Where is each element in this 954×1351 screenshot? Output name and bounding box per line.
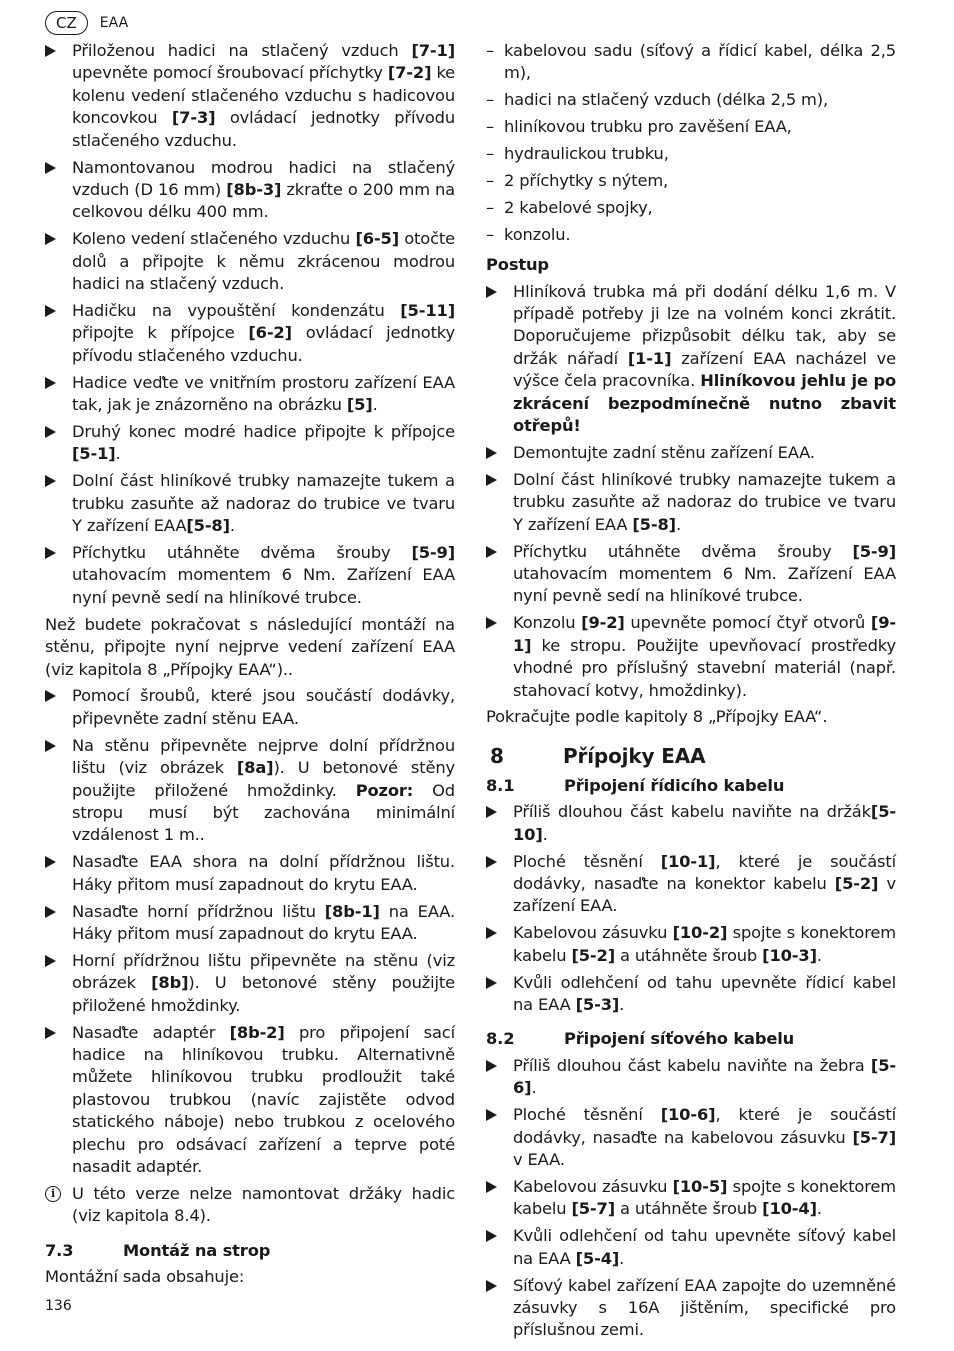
text-segment: Ploché těsnění: [513, 1105, 661, 1125]
bold-ref: [5-6]: [513, 1055, 896, 1098]
text-segment: Nasaďte EAA shora na dolní přídržnou lištu. Háky přitom musí zapadnout do krytu EAA.: [72, 852, 455, 894]
bullet-item: [486, 851, 896, 918]
bold-ref: [6-2]: [248, 323, 292, 343]
bullet-item: [45, 421, 455, 466]
bullet-text: [513, 1225, 896, 1270]
text-segment: Dolní část hliníkové trubky namazejte tukem a trubku zasuňte až nadoraz do trubice ve tvaru Y zařízení EAA: [72, 471, 455, 536]
bullet-text: [72, 542, 455, 609]
bullet-text: [72, 40, 455, 152]
text-segment: Nasaďte adaptér: [72, 1022, 230, 1042]
text-segment: Kvůli odlehčení od tahu upevněte síťový kabel na EAA: [513, 1226, 896, 1268]
section-heading-7-3: [45, 1240, 455, 1262]
dash-mark: –: [486, 197, 494, 217]
bold-ref: [10-2]: [672, 923, 728, 943]
header-title: EAA: [99, 15, 129, 31]
bold-ref: [5-10]: [513, 802, 896, 844]
paragraph: Pokračujte podle kapitoly 8 „Přípojky EAA“.: [486, 707, 828, 727]
dash-item: [486, 116, 896, 138]
bullet-triangle-icon: [45, 372, 72, 417]
bullet-item: [486, 1055, 896, 1100]
bold-ref: [7-3]: [171, 108, 216, 128]
bullet-text: [72, 685, 455, 730]
dash-mark: –: [486, 171, 494, 191]
bold-ref: [1-1]: [627, 348, 672, 368]
bold-ref: Pozor:: [355, 780, 414, 800]
text-segment: .: [372, 395, 378, 415]
text-segment: utahovacím momentem 6 Nm. Zařízení EAA nyní pevně sedí na hliníkové trubce.: [513, 564, 896, 606]
bullet-triangle-icon: [45, 685, 72, 730]
bullet-triangle-icon: [486, 1104, 513, 1171]
bullet-item: [45, 228, 455, 295]
bullet-list: [486, 281, 896, 702]
bold-ref: [5]: [346, 395, 373, 415]
bullet-triangle-icon: [45, 851, 72, 896]
dash-mark: –: [486, 41, 494, 60]
dash-item: [486, 197, 896, 219]
bullet-triangle-icon: [486, 541, 513, 608]
procedure-label: Postup: [486, 255, 549, 275]
bold-ref: [5-7]: [571, 1199, 615, 1219]
text-segment: zkraťte o 200 mm na celkovou délku 400 mm.: [72, 179, 456, 222]
bullet-item: [486, 1104, 896, 1171]
section-title: Připojení síťového kabelu: [564, 1029, 795, 1049]
bullet-item: [486, 1275, 896, 1342]
bold-ref: [8b]: [151, 973, 189, 993]
bullet-triangle-icon: [486, 1055, 513, 1100]
info-text: U této verze nelze namontovat držáky hadic (viz kapitola 8.4).: [72, 1184, 455, 1226]
bullet-text: [72, 735, 455, 847]
bullet-triangle-icon: [45, 40, 72, 152]
bullet-item: [486, 281, 896, 438]
section-number: 7.3: [45, 1240, 74, 1260]
bullet-item: [486, 1225, 896, 1270]
text-segment: ovládací jednotky přívodu stlačeného vzduchu.: [72, 108, 455, 150]
bold-ref: [5-8]: [186, 516, 230, 536]
text-segment: Kabelovou zásuvku: [513, 1176, 673, 1196]
bullet-triangle-icon: [45, 1022, 72, 1179]
bold-ref: [10-1]: [660, 851, 716, 871]
bullet-text: [72, 1022, 455, 1179]
text-segment: Konzolu: [513, 613, 582, 633]
bullet-item: [45, 1022, 455, 1179]
text-segment: upevněte pomocí šroubovací příchytky: [72, 63, 388, 83]
text-segment: Kvůli odlehčení od tahu upevněte řídicí kabel na EAA: [513, 972, 896, 1015]
dash-text: hydraulickou trubku,: [504, 144, 669, 164]
bold-ref: [5-1]: [72, 444, 116, 464]
text-segment: spojte s konektorem kabelu: [513, 1176, 897, 1219]
bold-ref: [6-5]: [355, 229, 399, 249]
bullet-text: [72, 421, 455, 466]
bullet-item: [45, 901, 455, 946]
bullet-text: [513, 442, 896, 464]
text-segment: .: [619, 995, 625, 1015]
dash-mark: –: [486, 144, 494, 164]
text-segment: Příchytku utáhněte dvěma šrouby: [513, 541, 853, 561]
text-segment: ke stropu. Použijte upevňovací prostředky vhodné pro příslušný stavební materiál (např. stahovací kotvy, hmoždinky).: [513, 635, 896, 700]
text-segment: zařízení EAA nacházel ve výšce čela pracovníka.: [513, 348, 896, 391]
bullet-item: [486, 469, 896, 536]
text-segment: .: [816, 1199, 822, 1219]
bullet-triangle-icon: [45, 542, 72, 609]
bullet-triangle-icon: [486, 1176, 513, 1221]
bullet-text: [513, 612, 896, 702]
text-segment: Namontovanou modrou hadici na stlačený vzduch (D 16 mm): [72, 157, 455, 199]
bullet-item: [45, 40, 455, 152]
bullet-item: [486, 972, 896, 1017]
bullet-text: [72, 851, 455, 896]
text-segment: otočte dolů a připojte k němu zkrácenou modrou hadici na stlačený vzduch.: [72, 229, 455, 294]
bullet-text: [72, 372, 455, 417]
text-segment: , které je součástí dodávky, nasaďte na konektor kabelu: [513, 851, 896, 893]
text-segment: .: [115, 444, 121, 464]
text-segment: Horní přídržnou lištu připevněte na stěnu (viz obrázek: [72, 950, 455, 993]
bold-ref: [5-3]: [575, 995, 620, 1015]
bold-ref: [5-7]: [852, 1127, 896, 1147]
bold-ref: [5-9]: [852, 541, 896, 561]
bullet-triangle-icon: [45, 901, 72, 946]
text-segment: , které je součástí dodávky, nasaďte na kabelovou zásuvku: [513, 1105, 896, 1147]
bullet-item: [45, 470, 455, 537]
bullet-triangle-icon: [45, 300, 72, 367]
text-segment: připojte k přípojce: [72, 323, 249, 343]
section-number: 8.1: [486, 775, 515, 795]
bullet-text: [72, 470, 455, 537]
text-segment: Hadice veďte ve vnitřním prostoru zařízení EAA tak, jak je znázorněno na obrázku: [72, 372, 455, 415]
bullet-item: [486, 801, 896, 846]
bullet-text: [72, 901, 455, 946]
text-segment: .: [816, 945, 822, 965]
bold-ref: [8b-2]: [229, 1022, 285, 1042]
text-segment: Příliš dlouhou část kabelu naviňte na držák: [513, 802, 871, 822]
text-segment: Hadičku na vypouštění kondenzátu: [72, 300, 401, 320]
bullet-item: [45, 372, 455, 417]
text-segment: ke kolenu vedení stlačeného vzduchu s hadicovou koncovkou: [72, 63, 456, 128]
bullet-triangle-icon: [45, 735, 72, 847]
bullet-text: [72, 950, 455, 1017]
bullet-item: [45, 851, 455, 896]
bullet-text: [513, 972, 896, 1017]
bold-ref: Hliníkovou jehlu je po zkrácení bezpodmínečně nutno zbavit otřepů!: [513, 371, 896, 436]
text-segment: Pomocí šroubů, které jsou součástí dodávky, připevněte zadní stěnu EAA.: [72, 686, 455, 728]
text-segment: .: [675, 514, 681, 534]
bullet-text: [72, 228, 455, 295]
bullet-item: [486, 442, 896, 464]
bold-ref: [8b-3]: [226, 179, 282, 199]
bold-ref: [8a]: [236, 758, 274, 778]
text-segment: ). U betonové stěny použijte přiložené hmoždinky.: [72, 973, 455, 1015]
text-segment: Síťový kabel zařízení EAA zapojte do uzemněné zásuvky s 16A jištěním, specifické pro příslušnou zemi.: [513, 1275, 896, 1340]
bullet-text: [513, 541, 896, 608]
bold-ref: [5-11]: [400, 300, 455, 320]
text-segment: Koleno vedení stlačeného vzduchu: [72, 229, 356, 249]
bullet-list: [486, 801, 896, 1016]
bold-ref: [8b-1]: [324, 901, 380, 921]
dash-text: 2 příchytky s nýtem,: [504, 171, 669, 191]
bullet-text: [513, 1176, 896, 1221]
bullet-triangle-icon: [486, 469, 513, 536]
bullet-item: [486, 922, 896, 967]
dash-text: kabelovou sadu (síťový a řídicí kabel, délka 2,5 m),: [504, 41, 896, 83]
bullet-triangle-icon: [45, 157, 72, 224]
bullet-triangle-icon: [486, 851, 513, 918]
bullet-triangle-icon: [486, 1275, 513, 1342]
page-number: 136: [45, 1298, 72, 1314]
text-segment: .: [542, 824, 548, 844]
text-segment: v EAA.: [513, 1149, 565, 1169]
bullet-text: [513, 922, 896, 967]
bullet-triangle-icon: [45, 421, 72, 466]
text-segment: v zařízení EAA.: [513, 874, 896, 916]
section-title: Montáž na strop: [123, 1240, 271, 1260]
bold-ref: [10-6]: [660, 1105, 716, 1125]
text-segment: Příchytku utáhněte dvěma šrouby: [72, 543, 412, 563]
bullet-item: [486, 612, 896, 702]
bullet-item: [45, 950, 455, 1017]
bullet-triangle-icon: [486, 972, 513, 1017]
bullet-text: [513, 281, 896, 438]
text-segment: .: [229, 516, 235, 536]
bullet-text: [513, 851, 896, 918]
text-segment: upevněte pomocí čtyř otvorů: [624, 613, 871, 633]
bold-ref: [5-9]: [411, 543, 455, 563]
bold-ref: [5-2]: [834, 874, 879, 893]
bullet-item: [45, 735, 455, 847]
bold-ref: [7-1]: [411, 41, 455, 60]
bullet-item: [486, 541, 896, 608]
bullet-triangle-icon: [486, 281, 513, 438]
text-segment: pro připojení sací hadice na hliníkovou trubku. Alternativně můžete hliníkovou trubku prodloužit také plastovou trubkou (navíc zajistěte odvod statického náboje) nebo trubkou z ocelového plechu pro odsávací zařízení a teprve poté nasadit adaptér.: [72, 1022, 455, 1177]
bullet-text: [72, 300, 455, 367]
text-segment: spojte s konektorem kabelu: [513, 923, 897, 965]
text-segment: Na stěnu připevněte nejprve dolní přídržnou lištu (viz obrázek: [72, 735, 455, 778]
bullet-item: [45, 542, 455, 609]
dash-mark: –: [486, 117, 494, 137]
text-segment: a utáhněte šroub: [615, 945, 763, 965]
paragraph: Montážní sada obsahuje:: [45, 1267, 245, 1287]
dash-item: [486, 40, 896, 85]
text-segment: Ploché těsnění: [513, 851, 661, 871]
section-heading-8: [486, 743, 896, 769]
dash-list: [486, 40, 896, 246]
text-segment: Hliníková trubka má při dodání délku 1,6 m. V případě potřeby ji lze na volném konci zkrátit. Doporučujeme přizpůsobit délku tak, aby se držák nářadí: [513, 281, 896, 368]
text-segment: .: [531, 1078, 537, 1098]
section-heading-8-2: [486, 1028, 896, 1050]
bullet-text: [513, 1275, 896, 1342]
dash-item: [486, 89, 896, 111]
bullet-triangle-icon: [486, 442, 513, 464]
text-segment: a utáhněte šroub: [615, 1199, 763, 1219]
bullet-list: [45, 40, 455, 609]
left-column: [45, 40, 455, 1293]
dash-text: hliníkovou trubku pro zavěšení EAA,: [504, 117, 792, 137]
bullet-text: [513, 801, 896, 846]
dash-item: [486, 143, 896, 165]
bullet-triangle-icon: [45, 950, 72, 1017]
bullet-triangle-icon: [486, 1225, 513, 1270]
section-title: Přípojky EAA: [563, 743, 706, 768]
section-title: Připojení řídicího kabelu: [564, 775, 785, 795]
dash-item: [486, 170, 896, 192]
bullet-text: [513, 469, 896, 536]
dash-text: konzolu.: [504, 224, 571, 244]
text-segment: na EAA. Háky přitom musí zapadnout do krytu EAA.: [72, 901, 455, 944]
language-badge: CZ: [45, 11, 88, 35]
bold-ref: [5-8]: [632, 514, 676, 534]
text-segment: Dolní část hliníkové trubky namazejte tukem a trubku zasuňte až nadoraz do trubice ve tvaru Y zařízení EAA: [513, 469, 896, 534]
text-segment: Příliš dlouhou část kabelu naviňte na žebra: [513, 1055, 871, 1075]
section-heading-8-1: [486, 775, 896, 797]
bullet-item: [45, 300, 455, 367]
text-segment: Demontujte zadní stěnu zařízení EAA.: [513, 443, 815, 462]
bullet-list: [45, 685, 455, 1178]
bullet-item: [486, 1176, 896, 1221]
text-segment: ovládací jednotky přívodu stlačeného vzduchu.: [72, 323, 455, 365]
bullet-triangle-icon: [45, 470, 72, 537]
dash-text: hadici na stlačený vzduch (délka 2,5 m),: [504, 90, 828, 110]
bold-ref: [5-4]: [575, 1248, 620, 1268]
page-header: [45, 10, 128, 36]
text-segment: Nasaďte horní přídržnou lištu: [72, 901, 325, 921]
bold-ref: [9-1]: [513, 613, 896, 655]
section-number: 8: [490, 743, 504, 768]
bullet-triangle-icon: [486, 922, 513, 967]
bold-ref: [5-2]: [571, 945, 615, 965]
bold-ref: [10-4]: [762, 1199, 817, 1219]
paragraph: Než budete pokračovat s následující montáží na stěnu, připojte nyní nejprve vedení zařízení EAA (viz kapitola 8 „Přípojky EAA“)..: [45, 614, 455, 679]
dash-text: 2 kabelové spojky,: [504, 197, 653, 217]
dash-mark: –: [486, 224, 494, 244]
text-segment: .: [619, 1248, 625, 1268]
text-segment: ). U betonové stěny použijte přiložené hmoždinky.: [72, 758, 455, 800]
right-column: [486, 40, 896, 1346]
bullet-text: [72, 157, 455, 224]
bullet-text: [513, 1104, 896, 1171]
bullet-item: [45, 685, 455, 730]
text-segment: Přiloženou hadici na stlačený vzduch: [72, 41, 412, 60]
info-icon: i: [45, 1183, 72, 1228]
bold-ref: [7-2]: [387, 63, 432, 83]
section-number: 8.2: [486, 1029, 515, 1049]
bold-ref: [9-2]: [581, 613, 625, 633]
text-segment: Kabelovou zásuvku: [513, 923, 673, 943]
bullet-triangle-icon: [486, 612, 513, 702]
info-note: [45, 1183, 455, 1228]
text-segment: utahovacím momentem 6 Nm. Zařízení EAA nyní pevně sedí na hliníkové trubce.: [72, 565, 455, 607]
bullet-triangle-icon: [486, 801, 513, 846]
bullet-text: [513, 1055, 896, 1100]
dash-mark: –: [486, 90, 494, 110]
text-segment: Druhý konec modré hadice připojte k přípojce: [72, 422, 455, 441]
bold-ref: [10-5]: [672, 1176, 728, 1196]
bold-ref: [10-3]: [762, 945, 817, 965]
text-segment: Od stropu musí být zachována minimální vzdálenost 1 m..: [72, 780, 455, 845]
bullet-triangle-icon: [45, 228, 72, 295]
dash-item: [486, 224, 896, 246]
bullet-item: [45, 157, 455, 224]
bullet-list: [486, 1055, 896, 1342]
